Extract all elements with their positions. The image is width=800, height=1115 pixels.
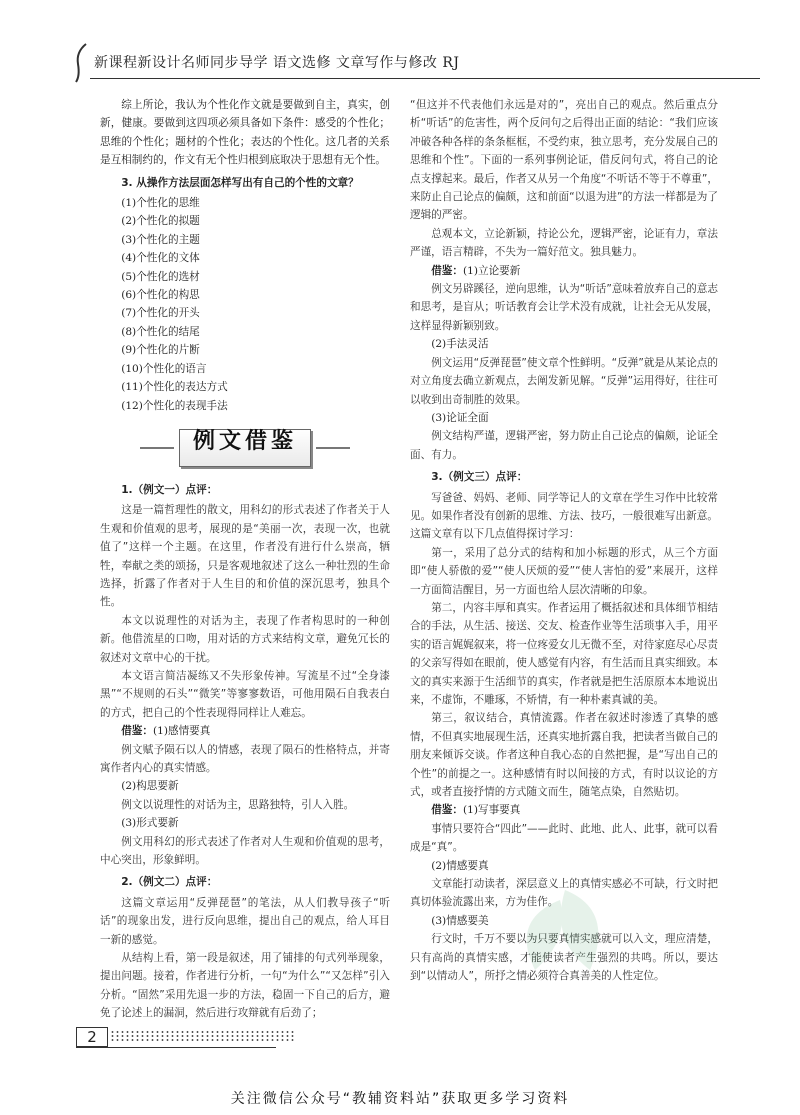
- reference-item-text: 例文运用“反弹琵琶”使文章个性鲜明。“反弹”就是从某论点的对立角度去确立新观点，去阐发新见解。“反弹”运用得好，往往可以收到出奇制胜的效果。: [410, 356, 718, 406]
- example-2-paragraph: 这篇文章运用“反弹琵琶”的笔法，从人们教导孩子“听话”的现象出发，进行反向思维，提出自己的观点，给人耳目一新的感觉。: [100, 896, 390, 946]
- example-3-paragraph: 第一，采用了总分式的结构和加小标题的形式，从三个方面即“使人骄傲的爱”“使人厌烦的爱”“使人害怕的爱”来展开，这样一方面简洁醒目，另一方面也给人层次清晰的印象。: [410, 546, 718, 596]
- reference-item-title: (1)写事要真: [462, 804, 521, 817]
- example-3-heading: 3.（例文三）点评：: [431, 471, 528, 484]
- example-3-paragraph: 第三，叙议结合，真情流露。作者在叙述时渗透了真挚的感情，不但真实地展现生活，还真实地折露自我，把读者当做自己的朋友来倾诉交谈。作者这种自我心态的自然把握，是“写出自己的个性”的前提之一。这种感情有时以间接的方式，有时以议论的方式，或者直接抒情的方式随文而生，随笔点染，自然贴切。: [410, 712, 718, 799]
- footer-rule: [76, 1047, 276, 1048]
- reference-item-title: (1)立论要新: [462, 264, 521, 277]
- reference-item-text: 例文另辟蹊径，逆向思维，认为“听话”意味着放弃自己的意志和思考，是盲从；听话教育会让学术没有成就，让社会无从发展，这样显得新颖别致。: [410, 283, 718, 332]
- example-3-paragraph: 写爸爸、妈妈、老师、同学等记人的文章在学生习作中比较常见。如果作者没有创新的思维、方法、技巧，一般很难写出新意。这篇文章有以下几点值得探讨学习：: [410, 491, 718, 541]
- list-item: (11)个性化的表达方式: [121, 381, 228, 394]
- reference-item-title: (3)论证全面: [431, 411, 489, 424]
- reference-item-text: 事情只要符合“四此”——此时、此地、此人、此事，就可以看成是“真”。: [410, 822, 718, 854]
- list-item: (3)个性化的主题: [121, 233, 200, 246]
- reference-item-title: (2)情感要真: [431, 859, 489, 872]
- example-1-paragraph: 这是一篇哲理性的散文，用科幻的形式表述了作者关于人生观和价值观的思考，展现的是“美丽一次，表现一次，也就值了”这样一个主题。在这里，作者没有进行什么崇高，牺牲，奉献之类的颂扬，只是客观地叙述了这么一种壮烈的生命选择，折露了作者对于人生目的和价值的深沉思考，独具个性。: [100, 504, 390, 609]
- reference-label: 借鉴：: [431, 264, 463, 277]
- reference-label: 借鉴：: [431, 804, 463, 817]
- footer-dot-pattern: [110, 1030, 295, 1042]
- list-item: (4)个性化的文体: [121, 252, 200, 265]
- example-1-heading: 1.（例文一）点评：: [121, 483, 218, 496]
- reference-label: 借鉴：: [121, 725, 153, 738]
- reference-item-title: (2)构思要新: [121, 780, 179, 793]
- reference-item-text: 例文用科幻的形式表述了作者对人生观和价值观的思考，中心突出，形象鲜明。: [100, 835, 390, 867]
- list-item: (6)个性化的构思: [121, 289, 200, 302]
- page-header: [76, 40, 756, 80]
- bottom-note: 关注微信公众号“教辅资料站”获取更多学习资料: [230, 1091, 570, 1107]
- reference-item-text: 例文结构严谨，逻辑严密，努力防止自己论点的偏颇，论证全面、有力。: [410, 430, 718, 461]
- method-list: [100, 194, 390, 415]
- reference-item-title: (1)感情要真: [152, 725, 211, 738]
- reference-item-title: (2)手法灵活: [431, 338, 489, 351]
- section-banner: [179, 429, 311, 467]
- question-heading: 3. 从操作方法层面怎样写出有自己的个性的文章？: [121, 176, 359, 189]
- list-item: (12)个性化的表现手法: [121, 399, 228, 412]
- example-1-paragraph: 本文以说理性的对话为主，表现了作者构思时的一种创新。他借流星的口吻，用对话的方式来结构文章，避免冗长的叙述对文章中心的干扰。: [100, 614, 390, 664]
- banner-title: 例文借鉴: [192, 428, 297, 454]
- reference-item-title: (3)形式要新: [121, 817, 179, 830]
- list-item: (2)个性化的拟题: [121, 215, 200, 228]
- intro-paragraph: 综上所论，我认为个性化作文就是要做到自主，真实，创新，健康。要做到这四项必须具备如下条件：感受的个性化；思维的个性化；题材的个性化；表达的个性化。这几者的关系是互相制约的，作文有无个性归根到底取决于思想有无个性。: [100, 99, 390, 167]
- banner-left-rule: [140, 447, 174, 449]
- bracket-ornament-icon: [72, 42, 92, 84]
- page-number: 2: [76, 1027, 108, 1047]
- example-1-paragraph: 本文语言简洁凝练又不失形象传神。写流星不过“全身漆黑”“不规则的石头”“微笑”等寥寥数语，可他用陨石自我表白的方式，把自己的个性表现得同样让人难忘。: [100, 669, 390, 719]
- list-item: (10)个性化的语言: [121, 362, 207, 375]
- list-item: (5)个性化的选材: [121, 270, 200, 283]
- example-2-heading: 2.（例文二）点评：: [121, 876, 218, 889]
- example-2-paragraph: 总观本文，立论新颖，持论公允，逻辑严密，论证有力，章法严谨，语言精辟，不失为一篇好范文。独具魅力。: [410, 227, 718, 259]
- left-column: [100, 96, 390, 1023]
- example-2-paragraph: “但这并不代表他们永远是对的”，亮出自己的观点。然后重点分析“听话”的危害性，两个反问句之后得出正面的结论：“我们应该冲破各种各样的条条框框，不受约束，独立思考，充分发展自己的思维和个性”。下面的一系列事例论证，借反问句式，将自己的论点支撑起来。最后，作者又从另一个角度“不听话不等于不尊重”，来防止自己论点的偏颇，这和前面“以退为进”的方法一样都是为了逻辑的严密。: [410, 99, 718, 222]
- reference-item-title: (3)情感要美: [431, 914, 489, 927]
- reference-item-text: 行文时，千万不要以为只要真情实感就可以入文，理应清楚，只有高尚的真情实感，才能使读者产生强烈的共鸣。所以，要达到“以情动人”，所抒之情必须符合真善美的人性定位。: [410, 933, 718, 983]
- example-3-paragraph: 第二，内容丰厚和真实。作者运用了概括叙述和具体细节相结合的手法，从生活、接送、交友、检查作业等生活琐事入手，用平实的语言娓娓叙来，将一位疼爱女儿无微不至，对待家庭尽心尽责的父亲写得如在眼前，使人感觉有内容，有生活而且真实细致。本文的真实来源于生活细节的真实，作者就是把生活原原本本地说出来，不虚饰，不雕琢，不矫情，有一种朴素真诚的美。: [410, 601, 718, 706]
- reference-item-text: 文章能打动读者，深层意义上的真情实感必不可缺，行文时把真切体验流露出来，方为佳作。: [410, 878, 718, 909]
- header-title: 新课程新设计名师同步导学 语文选修 文章写作与修改 RJ: [94, 55, 460, 71]
- example-2-paragraph: 从结构上看，第一段是叙述，用了铺排的句式列举现象，提出问题。接着，作者进行分析，一句“为什么”“又怎样”引入分析。“固然”采用先退一步的方法，稳固一下自己的后方，避免了论述上的漏洞，然后进行攻辩就有后劲了；: [100, 952, 390, 1020]
- page-footer: [76, 1027, 296, 1047]
- reference-item-text: 例文赋予陨石以人的情感，表现了陨石的性格特点，并寄寓作者内心的真实情感。: [100, 743, 390, 774]
- header-rule: [90, 78, 760, 79]
- list-item: (8)个性化的结尾: [121, 325, 200, 338]
- reference-item-text: 例文以说理性的对话为主，思路独特，引人入胜。: [121, 798, 355, 811]
- right-column: [410, 96, 718, 986]
- list-item: (7)个性化的开头: [121, 307, 200, 320]
- list-item: (1)个性化的思维: [121, 197, 200, 210]
- list-item: (9)个性化的片断: [121, 344, 200, 357]
- banner-right-rule: [316, 447, 350, 449]
